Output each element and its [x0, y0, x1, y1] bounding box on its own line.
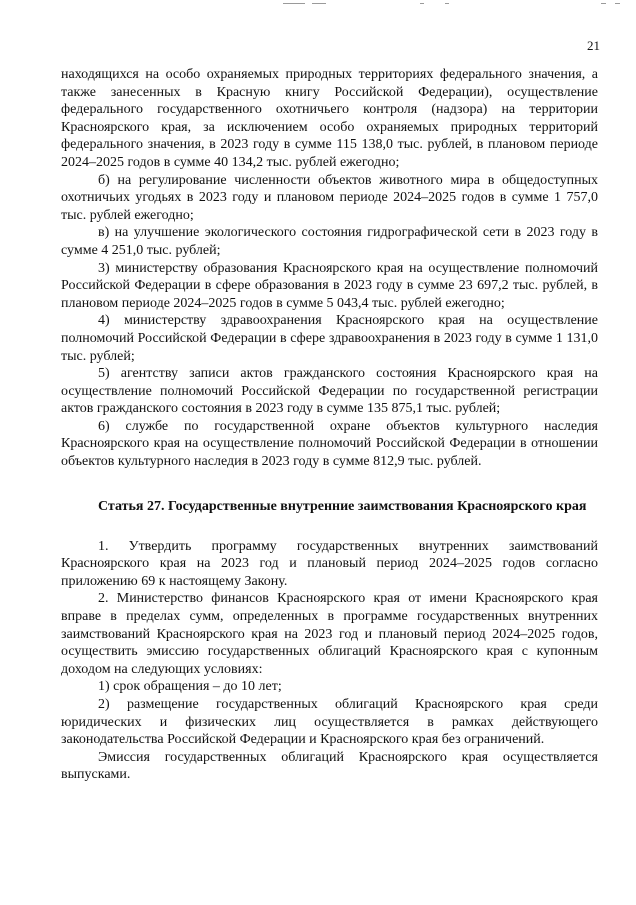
- paragraph-item-b: б) на регулирование численности объектов животного мира в общедоступных охотничьих угодьях в 2023 году и плановом периоде 2024–2025 годов в сумме 1 757,0 тыс. рублей ежегодно;: [61, 172, 598, 223]
- paragraph-item-v: в) на улучшение экологического состояния гидрографической сети в 2023 году в сумме 4 251,0 тыс. рублей;: [61, 225, 598, 258]
- paragraph-condition-2: 2) размещение государственных облигаций Красноярского края среди юридических и физических лиц осуществляется в рамках действующего законодательства Российской Федерации и Красноярского края без ограничений.: [61, 697, 598, 748]
- paragraph-item-3: 3) министерству образования Красноярского края на осуществление полномочий Российской Федерации в сфере образования в 2023 году в сумме 23 697,2 тыс. рублей, в плановом периоде 2024–2025 годов в сумме 5 043,4 тыс. рублей ежегодно;: [61, 260, 598, 311]
- paragraph-clause-2: 2. Министерство финансов Красноярского края от имени Красноярского края вправе в пределах сумм, определенных в программе государственных внутренних заимствований Красноярского края на 2023 год и плановый период 2024–2025 годов, осуществить эмиссию государственных облигаций Красноярского края с купонным доходом на следующих условиях:: [61, 591, 598, 677]
- paragraph-emission: Эмиссия государственных облигаций Красноярского края осуществляется выпусками.: [61, 749, 598, 783]
- article-heading: Статья 27. Государственные внутренние заимствования Красноярского края: [98, 498, 587, 514]
- paragraph-condition-1: 1) срок обращения – до 10 лет;: [98, 679, 282, 695]
- paragraph-item-6: 6) службе по государственной охране объектов культурного наследия Красноярского края на осуществление полномочий Российской Федерации в отношении объектов культурного наследия в 2023 году в сумме 812,9 тыс. рублей.: [61, 418, 598, 470]
- paragraph-clause-1: 1. Утвердить программу государственных внутренних заимствований Красноярского края на 2023 год и плановый период 2024–2025 годов согласно приложению 69 к настоящему Закону.: [61, 538, 598, 589]
- document-body: [61, 66, 598, 784]
- paragraph-continuation: находящихся на особо охраняемых природных территориях федерального значения, а также занесенных в Красную книгу Российской Федерации), осуществление федерального государственного охотничьего контроля (надзора) на территории Красноярского края, за исключением особо охраняемых природных территорий федерального значения, в 2023 году в сумме 115 138,0 тыс. рублей, в плановом периоде 2024–2025 годов в сумме 40 134,2 тыс. рублей ежегодно;: [61, 67, 598, 170]
- paragraph-item-4: 4) министерству здравоохранения Красноярского края на осуществление полномочий Российской Федерации в сфере здравоохранения в 2023 году в сумме 1 131,0 тыс. рублей;: [61, 313, 598, 364]
- scan-artifact-marks: [0, 0, 636, 14]
- paragraph-item-5: 5) агентству записи актов гражданского состояния Красноярского края на осуществление полномочий Российской Федерации по государственной регистрации актов гражданского состояния в 2023 году в сумме 135 875,1 тыс. рублей;: [61, 366, 598, 417]
- page-number: 21: [587, 38, 600, 53]
